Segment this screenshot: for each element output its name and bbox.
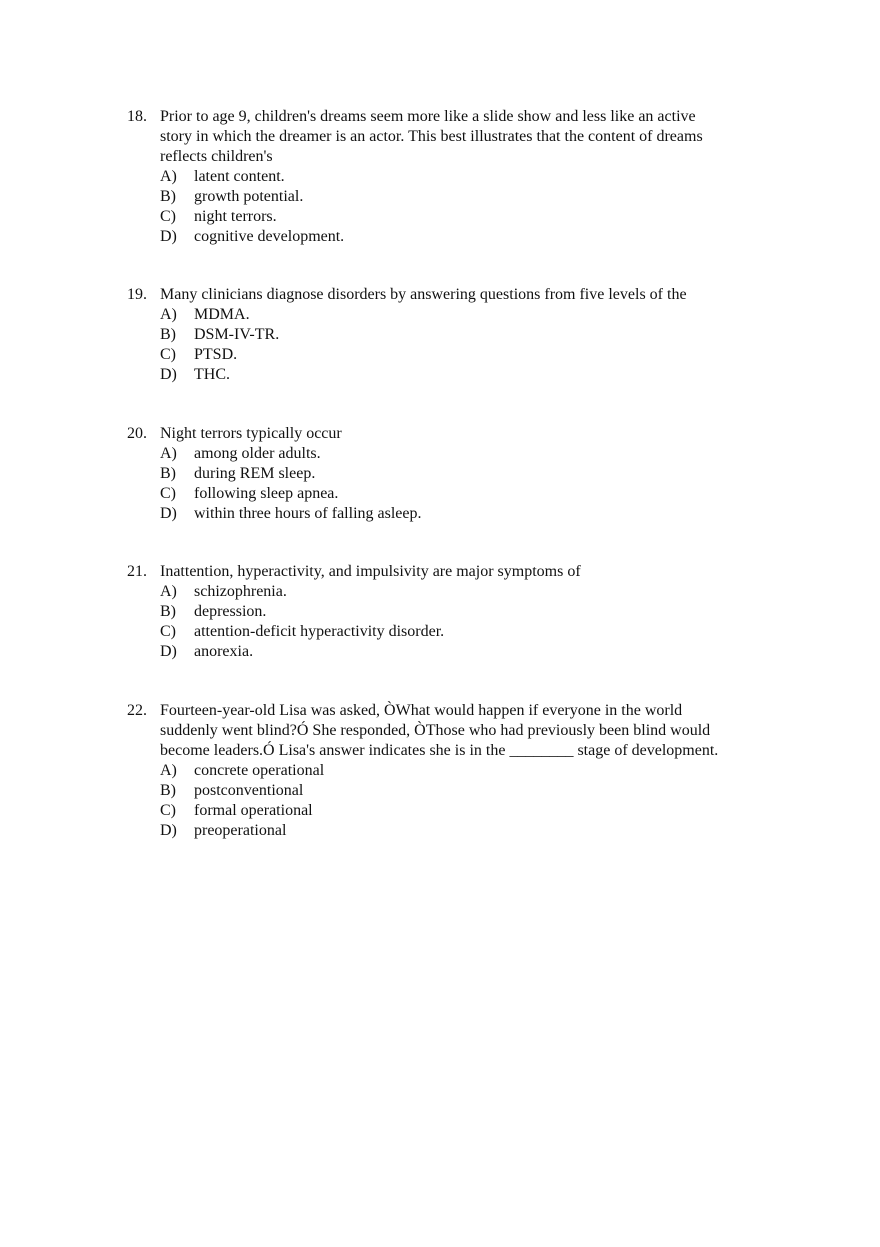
- choice-letter: A): [160, 762, 177, 779]
- choice-letter: B): [160, 465, 176, 482]
- stem-line: Prior to age 9, children's dreams seem more like a slide show and less like an active: [160, 108, 696, 125]
- choice-letter: C): [160, 802, 176, 819]
- choice-text: growth potential.: [194, 188, 304, 205]
- choice-text: cognitive development.: [194, 228, 345, 245]
- choice-letter: B): [160, 326, 176, 343]
- choice-text: night terrors.: [194, 208, 277, 225]
- choice-text: PTSD.: [194, 346, 238, 363]
- choice-letter: D): [160, 643, 177, 660]
- choice-text: among older adults.: [194, 445, 321, 462]
- question-number: 19.: [127, 286, 147, 303]
- choice-letter: B): [160, 603, 176, 620]
- choice-text: anorexia.: [194, 643, 254, 660]
- choice-text: during REM sleep.: [194, 465, 316, 482]
- choice-letter: A): [160, 168, 177, 185]
- choice-text: DSM-IV-TR.: [194, 326, 280, 343]
- choice-text: preoperational: [194, 822, 287, 839]
- choice-letter: A): [160, 306, 177, 323]
- stem-line: Fourteen-year-old Lisa was asked, ÒWhat would happen if everyone in the world: [160, 702, 683, 719]
- question-stem: [160, 701, 718, 761]
- stem-line: Inattention, hyperactivity, and impulsivity are major symptoms of: [160, 563, 581, 580]
- choice-text: THC.: [194, 366, 230, 383]
- choice-letter: D): [160, 822, 177, 839]
- choice-letter: B): [160, 782, 176, 799]
- choice-text: depression.: [194, 603, 267, 620]
- choice-letter: C): [160, 623, 176, 640]
- question-number: 22.: [127, 702, 147, 719]
- choice-letter: A): [160, 445, 177, 462]
- choice-letter: C): [160, 208, 176, 225]
- choice-text: postconventional: [194, 782, 304, 799]
- choice-letter: C): [160, 346, 176, 363]
- choice-text: following sleep apnea.: [194, 485, 339, 502]
- choice-letter: C): [160, 485, 176, 502]
- choice-letter: D): [160, 366, 177, 383]
- question-number: 18.: [127, 108, 147, 125]
- question-number: 20.: [127, 425, 147, 442]
- choice-letter: D): [160, 505, 177, 522]
- stem-line: story in which the dreamer is an actor. This best illustrates that the content of dreams: [160, 128, 703, 145]
- stem-line: Many clinicians diagnose disorders by answering questions from five levels of the: [160, 286, 687, 303]
- choice-text: latent content.: [194, 168, 285, 185]
- question-stem: [160, 424, 342, 444]
- choice-text: schizophrenia.: [194, 583, 287, 600]
- stem-line: become leaders.Ó Lisa's answer indicates she is in the ________ stage of development.: [160, 742, 719, 759]
- choice-letter: A): [160, 583, 177, 600]
- choice-text: formal operational: [194, 802, 313, 819]
- question-number: 21.: [127, 563, 147, 580]
- question-stem: [160, 107, 703, 167]
- choice-letter: D): [160, 228, 177, 245]
- choice-text: within three hours of falling asleep.: [194, 505, 422, 522]
- stem-line: suddenly went blind?Ó She responded, ÒThose who had previously been blind would: [160, 722, 711, 739]
- question-stem: [160, 562, 581, 582]
- stem-line: reflects children's: [160, 148, 273, 165]
- choice-letter: B): [160, 188, 176, 205]
- choice-text: MDMA.: [194, 306, 250, 323]
- choice-text: concrete operational: [194, 762, 325, 779]
- stem-line: Night terrors typically occur: [160, 425, 342, 442]
- question-stem: [160, 285, 687, 305]
- choice-text: attention-deficit hyperactivity disorder.: [194, 623, 445, 640]
